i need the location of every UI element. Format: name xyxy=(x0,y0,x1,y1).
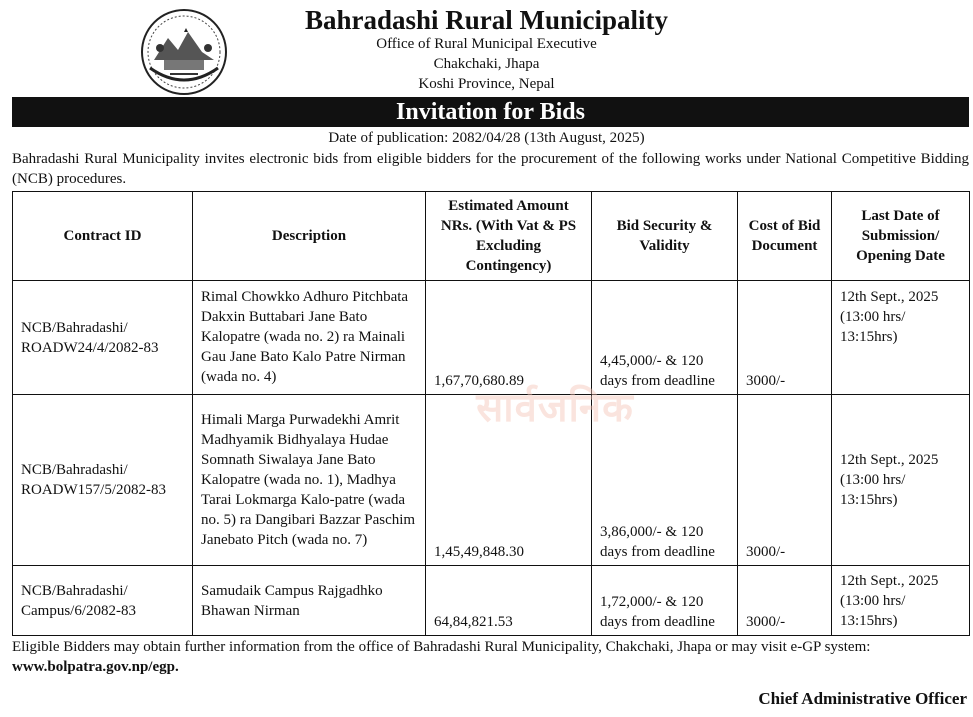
description-cell: Samudaik Campus Rajgadhko Bhawan Nirman xyxy=(193,566,426,636)
last-date-cell: 12th Sept., 2025 (13:00 hrs/ 13:15hrs) xyxy=(832,395,970,566)
table-header-row xyxy=(13,192,970,281)
last-date-cell: 12th Sept., 2025 (13:00 hrs/ 13:15hrs) xyxy=(832,566,970,636)
header-bid-security: Bid Security & Validity xyxy=(592,192,738,281)
description-cell: Himali Marga Purwadekhi Amrit Madhyamik Bidhyalaya Hudae Somnath Siwalaya Jane Bato Kalopatre (wada no. 1), Madhya Tarai Lokmarga Kalo-patre (wada no. 5) ra Dangibari Bazzar Paschim Janebato Pitch (wada no. 7) xyxy=(193,395,426,566)
table-row xyxy=(13,395,970,566)
header-cost-of-bid-document: Cost of Bid Document xyxy=(738,192,832,281)
contract-id-cell: NCB/Bahradashi/ ROADW157/5/2082-83 xyxy=(13,395,193,566)
office-name: Office of Rural Municipal Executive xyxy=(376,36,597,52)
bid-security-cell: 4,45,000/- & 120 days from deadline xyxy=(592,281,738,395)
estimated-amount-cell: 64,84,821.53 xyxy=(426,566,592,636)
egp-link[interactable]: www.bolpatra.gov.np/egp. xyxy=(12,659,179,675)
header-last-date: Last Date of Submission/ Opening Date xyxy=(832,192,970,281)
address-line-2: Koshi Province, Nepal xyxy=(418,76,555,92)
publication-date: Date of publication: 2082/04/28 (13th August, 2025) xyxy=(328,130,645,146)
estimated-amount-cell: 1,67,70,680.89 xyxy=(426,281,592,395)
cost-cell: 3000/- xyxy=(738,566,832,636)
bid-security-cell: 3,86,000/- & 120 days from deadline xyxy=(592,395,738,566)
org-name: Bahradashi Rural Municipality xyxy=(304,5,669,35)
signoff: Chief Administrative Officer xyxy=(758,689,967,708)
intro-paragraph: Bahradashi Rural Municipality invites electronic bids from eligible bidders for the procurement of the following works under National Competitive Bidding (NCB) procedures. xyxy=(12,151,969,187)
watermark: सार्वजनिक xyxy=(476,385,634,431)
footer-paragraph xyxy=(12,637,969,677)
bids-table xyxy=(12,191,970,636)
header-description: Description xyxy=(193,192,426,281)
contract-id-cell: NCB/Bahradashi/ Campus/6/2082-83 xyxy=(13,566,193,636)
contract-id-cell: NCB/Bahradashi/ ROADW24/4/2082-83 xyxy=(13,281,193,395)
footer-text: Eligible Bidders may obtain further information from the office of Bahradashi Rural Municipality, Chakchaki, Jhapa or may visit e-GP system: xyxy=(12,639,871,655)
notice-title: Invitation for Bids xyxy=(12,97,969,127)
address-line-1: Chakchaki, Jhapa xyxy=(433,56,540,72)
table-row xyxy=(13,281,970,395)
description-cell: Rimal Chowkko Adhuro Pitchbata Dakxin Buttabari Jane Bato Kalopatre (wada no. 2) ra Mainali Gau Jane Bato Kalo Patre Nirman (wada no. 4) xyxy=(193,281,426,395)
bid-security-cell: 1,72,000/- & 120 days from deadline xyxy=(592,566,738,636)
last-date-cell: 12th Sept., 2025 (13:00 hrs/ 13:15hrs) xyxy=(832,281,970,395)
cost-cell: 3000/- xyxy=(738,281,832,395)
header-contract-id: Contract ID xyxy=(13,192,193,281)
header-estimated-amount: Estimated Amount NRs. (With Vat & PS Excluding Contingency) xyxy=(426,192,592,281)
table-row xyxy=(13,566,970,636)
cost-cell: 3000/- xyxy=(738,395,832,566)
estimated-amount-cell: 1,45,49,848.30 xyxy=(426,395,592,566)
